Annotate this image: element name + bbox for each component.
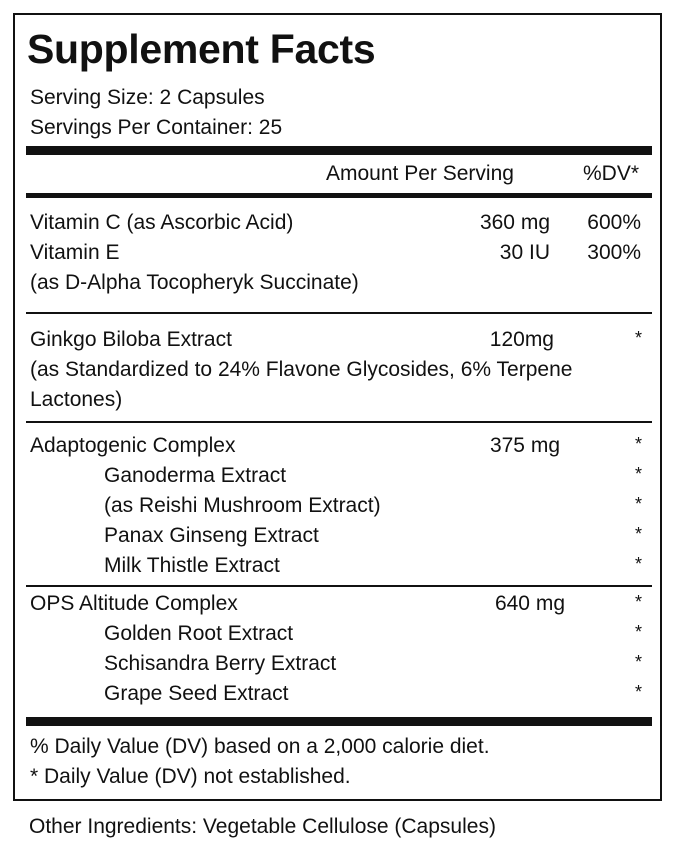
dv-not-established-mark: * — [635, 554, 643, 574]
nutrient-name: Vitamin C (as Ascorbic Acid) — [30, 211, 294, 234]
serving-size: Serving Size: 2 Capsules — [30, 86, 265, 109]
thin-divider — [26, 312, 652, 314]
other-ingredients: Other Ingredients: Vegetable Cellulose (Capsules) — [29, 815, 496, 838]
complex-amount: 375 mg — [489, 434, 560, 457]
dv-header: %DV* — [583, 162, 640, 185]
nutrient-name: Vitamin E — [30, 241, 120, 264]
complex-ingredient: Ganoderma Extract — [104, 464, 287, 487]
complex-ingredient: Panax Ginseng Extract — [104, 524, 319, 547]
complex-ingredient: Milk Thistle Extract — [104, 554, 280, 577]
nutrient-note: (as D-Alpha Tocopheryk Succinate) — [30, 271, 359, 294]
thin-divider — [26, 585, 652, 587]
complex-ingredient: Golden Root Extract — [104, 622, 294, 645]
nutrient-dv: 600% — [587, 211, 641, 234]
complex-name: OPS Altitude Complex — [30, 592, 238, 615]
ingredient-name: Ginkgo Biloba Extract — [30, 328, 232, 351]
complex-ingredient: Schisandra Berry Extract — [104, 652, 337, 675]
complex-ingredient-note: (as Reishi Mushroom Extract) — [104, 494, 381, 517]
thin-divider — [26, 421, 652, 423]
thick-divider — [26, 146, 652, 155]
footnote-dv: % Daily Value (DV) based on a 2,000 calorie diet. — [30, 735, 490, 758]
dv-not-established-mark: * — [635, 328, 643, 348]
complex-name: Adaptogenic Complex — [30, 434, 236, 457]
servings-per-container: Servings Per Container: 25 — [30, 116, 283, 139]
dv-not-established-mark: * — [635, 652, 643, 672]
nutrient-amount: 360 mg — [479, 211, 550, 234]
label-title: Supplement Facts — [27, 26, 376, 72]
medium-divider — [26, 193, 652, 198]
thick-divider — [26, 717, 652, 726]
complex-ingredient: Grape Seed Extract — [104, 682, 289, 705]
ingredient-note: (as Standardized to 24% Flavone Glycosides, 6% Terpene — [30, 358, 573, 381]
dv-not-established-mark: * — [635, 524, 643, 544]
nutrient-amount: 30 IU — [499, 241, 550, 264]
complex-amount: 640 mg — [494, 592, 565, 615]
dv-not-established-mark: * — [635, 434, 643, 454]
ingredient-amount: 120mg — [489, 328, 554, 351]
dv-not-established-mark: * — [635, 682, 643, 702]
nutrient-dv: 300% — [587, 241, 641, 264]
dv-not-established-mark: * — [635, 592, 643, 612]
amount-per-serving-header: Amount Per Serving — [326, 162, 514, 185]
footnote-not-established: * Daily Value (DV) not established. — [30, 765, 351, 788]
dv-not-established-mark: * — [635, 622, 643, 642]
ingredient-note: Lactones) — [30, 388, 123, 411]
dv-not-established-mark: * — [635, 464, 643, 484]
dv-not-established-mark: * — [635, 494, 643, 514]
